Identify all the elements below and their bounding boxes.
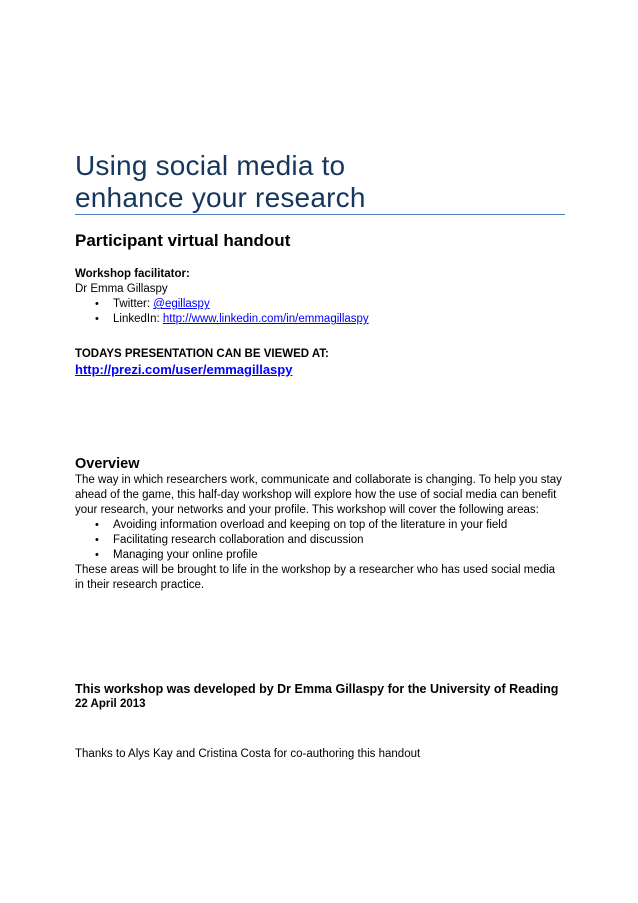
twitter-label: Twitter:	[113, 298, 154, 310]
overview-outro-line: These areas will be brought to life in the workshop by a researcher who has used social media	[75, 564, 556, 576]
list-item	[75, 548, 575, 563]
overview-topic: Managing your online profile	[113, 549, 258, 561]
facilitator-section	[75, 267, 575, 327]
presentation-section	[75, 347, 575, 378]
presentation-link[interactable]: http://prezi.com/user/emmagillaspy	[75, 362, 293, 377]
presentation-heading: TODAYS PRESENTATION CAN BE VIEWED AT:	[75, 348, 329, 360]
overview-intro-line: The way in which researchers work, communicate and collaborate is changing. To help you stay	[75, 474, 562, 486]
overview-heading: Overview	[75, 456, 140, 472]
title-line-1: Using social media to	[75, 150, 346, 181]
overview-intro-line: ahead of the game, this half-day workshop will explore how the use of social media can benefit	[75, 489, 557, 501]
list-item	[75, 297, 575, 312]
overview-section	[75, 456, 575, 593]
thanks-line: Thanks to Alys Kay and Cristina Costa for co-authoring this handout	[75, 748, 421, 760]
bullet-icon: •	[95, 298, 99, 310]
title-line-2: enhance your research	[75, 182, 366, 213]
linkedin-label: LinkedIn:	[113, 313, 163, 325]
linkedin-link[interactable]: http://www.linkedin.com/in/emmagillaspy	[162, 313, 369, 325]
bullet-icon: •	[95, 534, 99, 546]
overview-topic: Avoiding information overload and keeping on top of the literature in your field	[113, 519, 508, 531]
overview-topic: Facilitating research collaboration and discussion	[113, 534, 364, 546]
developed-by-line: This workshop was developed by Dr Emma Gillaspy for the University of Reading	[75, 682, 559, 696]
title-divider	[75, 214, 565, 215]
document-title	[75, 150, 565, 214]
list-item	[75, 518, 575, 533]
overview-outro-line: in their research practice.	[75, 579, 205, 591]
twitter-link[interactable]: @egillaspy	[153, 298, 210, 310]
facilitator-heading: Workshop facilitator:	[75, 268, 190, 280]
facilitator-contact-list	[75, 297, 575, 327]
bullet-icon: •	[95, 313, 99, 325]
list-item	[75, 312, 575, 327]
thanks-section	[75, 747, 575, 762]
overview-topic-list	[75, 518, 575, 563]
date-line: 22 April 2013	[75, 698, 146, 710]
bullet-icon: •	[95, 519, 99, 531]
list-item	[75, 533, 575, 548]
facilitator-name: Dr Emma Gillaspy	[75, 283, 168, 295]
overview-intro-line: your research, your networks and your profile. This workshop will cover the following areas:	[75, 504, 539, 516]
document-subtitle: Participant virtual handout	[75, 231, 291, 250]
bullet-icon: •	[95, 549, 99, 561]
credits-section	[75, 682, 605, 712]
